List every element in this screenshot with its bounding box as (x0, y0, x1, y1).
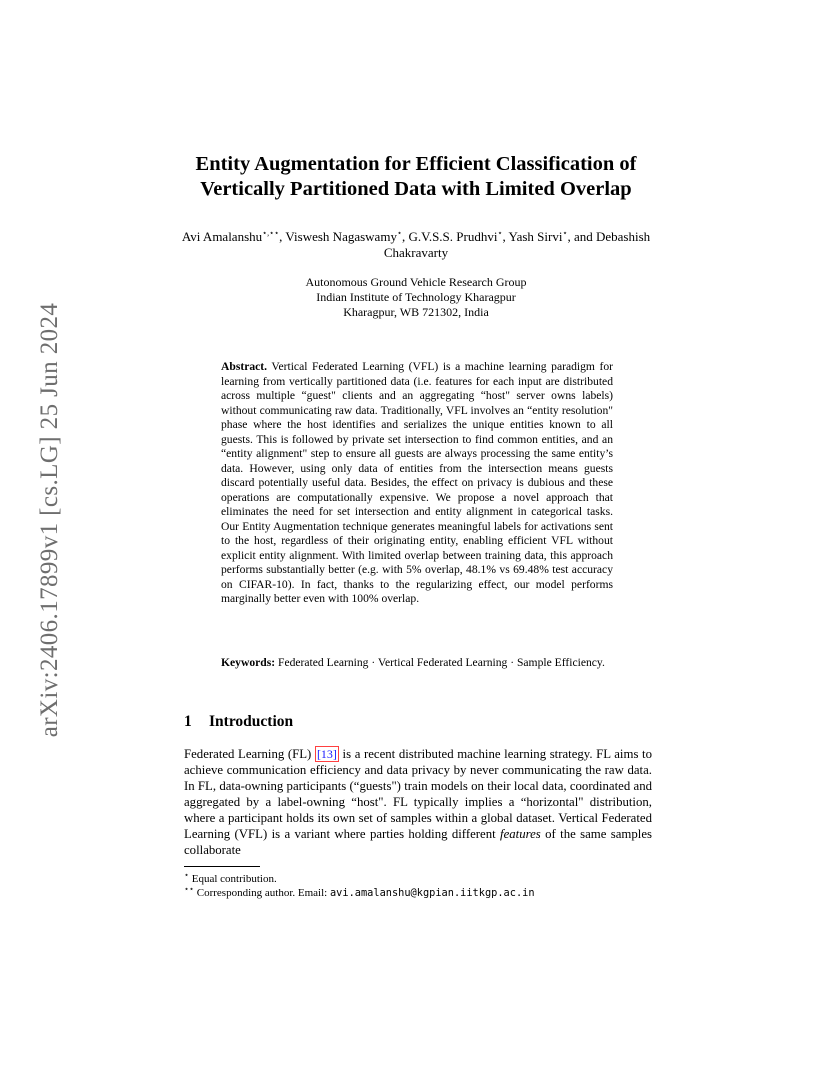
section-title: Introduction (209, 713, 294, 730)
author-3-mark: ⋆ (497, 228, 503, 238)
keywords (221, 656, 613, 671)
footnote-1-text: Equal contribution. (189, 873, 277, 885)
author-1: Avi Amalanshu (181, 229, 263, 244)
paper-title (150, 152, 682, 202)
abstract-text: Vertical Federated Learning (VFL) is a machine learning paradigm for learning from vertically partitioned data (i.e. features for each input are distributed across multiple “guest" clients and an aggregating “host" server owns labels) without communicating raw data. Traditionally, VFL involves an “entity resolution" phase where the host identifies and serializes the unique entities known to all guests. This is followed by private set intersection to find common entities, and an “entity alignment" step to ensure all guests are always processing the same entity’s data. However, using only data of entities from the intersection means guests discard potentially useful data. Besides, the effect on privacy is dubious and these operations are computationally expensive. We propose a novel approach that eliminates the need for set intersection and entity alignment in categorical tasks. Our Entity Augmentation technique generates meaningful labels for activations sent to the host, regardless of their originating entity, enabling efficient VFL without explicit entity alignment. With limited overlap between training data, this approach performs substantially better (e.g. with 5% overlap, 48.1% vs 69.48% test accuracy on CIFAR-10). In fact, thanks to the regularizing effect, our model performs marginally better even with 100% overlap. (221, 360, 613, 605)
author-3: , G.V.S.S. Prudhvi (401, 229, 498, 244)
email-address[interactable]: avi.amalanshu@kgpian.iitkgp.ac.in (329, 887, 535, 899)
intro-emphasis: features (500, 827, 541, 841)
keywords-text: Federated Learning · Vertical Federated Learning · Sample Efficiency. (275, 656, 605, 669)
section-number: 1 (184, 713, 192, 730)
abstract-label: Abstract. (221, 360, 268, 373)
abstract (221, 360, 613, 607)
arxiv-identifier-text: arXiv:2406.17899v1 [cs.LG] 25 Jun 2024 (36, 302, 63, 738)
author-4-mark: ⋆ (562, 228, 568, 238)
intro-text-2: is a recent distributed machine learning strategy. FL aims to achieve communication efficiency and data privacy by never communicating the raw data. In FL, data-owning participants (“guests") train models on their local data, coordinated and aggregated by a label-owning “host". FL typically implies a “horizontal" distribution, where a participant holds its own set of samples within a global dataset. Vertical Federated Learning (VFL) is a variant where parties holding different (184, 747, 652, 841)
intro-text-3: of the same samples collaborate (184, 827, 652, 857)
affiliation-line-3: Kharagpur, WB 721302, India (343, 305, 489, 319)
footnote-1 (184, 870, 277, 886)
footnote-1-mark: ⋆ (184, 870, 190, 880)
intro-text-1: Federated Learning (FL) (184, 747, 315, 761)
keywords-label: Keywords: (221, 656, 276, 669)
citation-link[interactable]: [13] (316, 747, 337, 761)
author-5: , and Debashish Chakravarty (383, 229, 651, 260)
title-line-1: Entity Augmentation for Efficient Classification of (195, 153, 637, 175)
title-line-2: Vertically Partitioned Data with Limited Overlap (200, 178, 632, 200)
author-2: , Viswesh Nagaswamy (279, 229, 397, 244)
affiliation (200, 275, 632, 320)
intro-paragraph (184, 746, 652, 858)
author-1-marks: ⋆,⋆⋆ (262, 228, 280, 238)
section-heading (184, 713, 293, 731)
footnote-2-mark: ⋆⋆ (184, 884, 195, 894)
footnote-rule (184, 866, 260, 867)
author-4: , Yash Sirvi (502, 229, 563, 244)
affiliation-line-1: Autonomous Ground Vehicle Research Group (305, 275, 527, 289)
author-2-mark: ⋆ (396, 228, 402, 238)
author-list (170, 229, 662, 261)
footnote-2 (184, 884, 535, 900)
affiliation-line-2: Indian Institute of Technology Kharagpur (316, 290, 516, 304)
footnote-2-text: Corresponding author. Email: (194, 887, 330, 899)
